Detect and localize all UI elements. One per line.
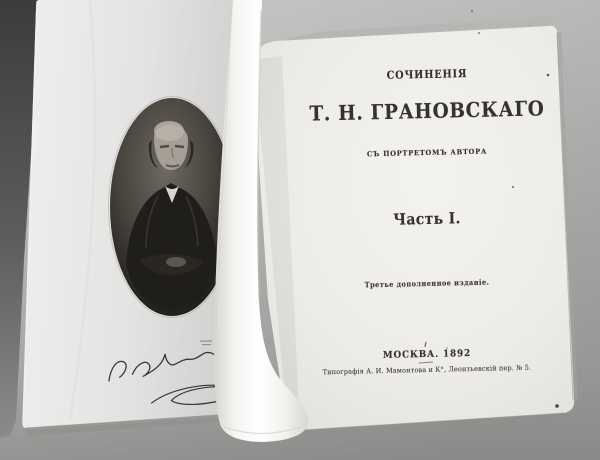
author-name: Т. Н. ГРАНОВСКАГО bbox=[309, 96, 545, 126]
edition-note: Третье дополненное изданіе. bbox=[364, 277, 490, 289]
imprint-line: Типографія А. И. Мамонтова и К°, Леонтьевскій пер. № 5. bbox=[322, 363, 532, 376]
portrait-note: СЪ ПОРТРЕТОМЪ АВТОРА bbox=[366, 146, 488, 158]
city-year: МОСКВА. 1892 bbox=[382, 348, 472, 361]
part-number: Часть I. bbox=[393, 208, 461, 229]
series-title: СОЧИНЕНІЯ bbox=[386, 66, 468, 82]
